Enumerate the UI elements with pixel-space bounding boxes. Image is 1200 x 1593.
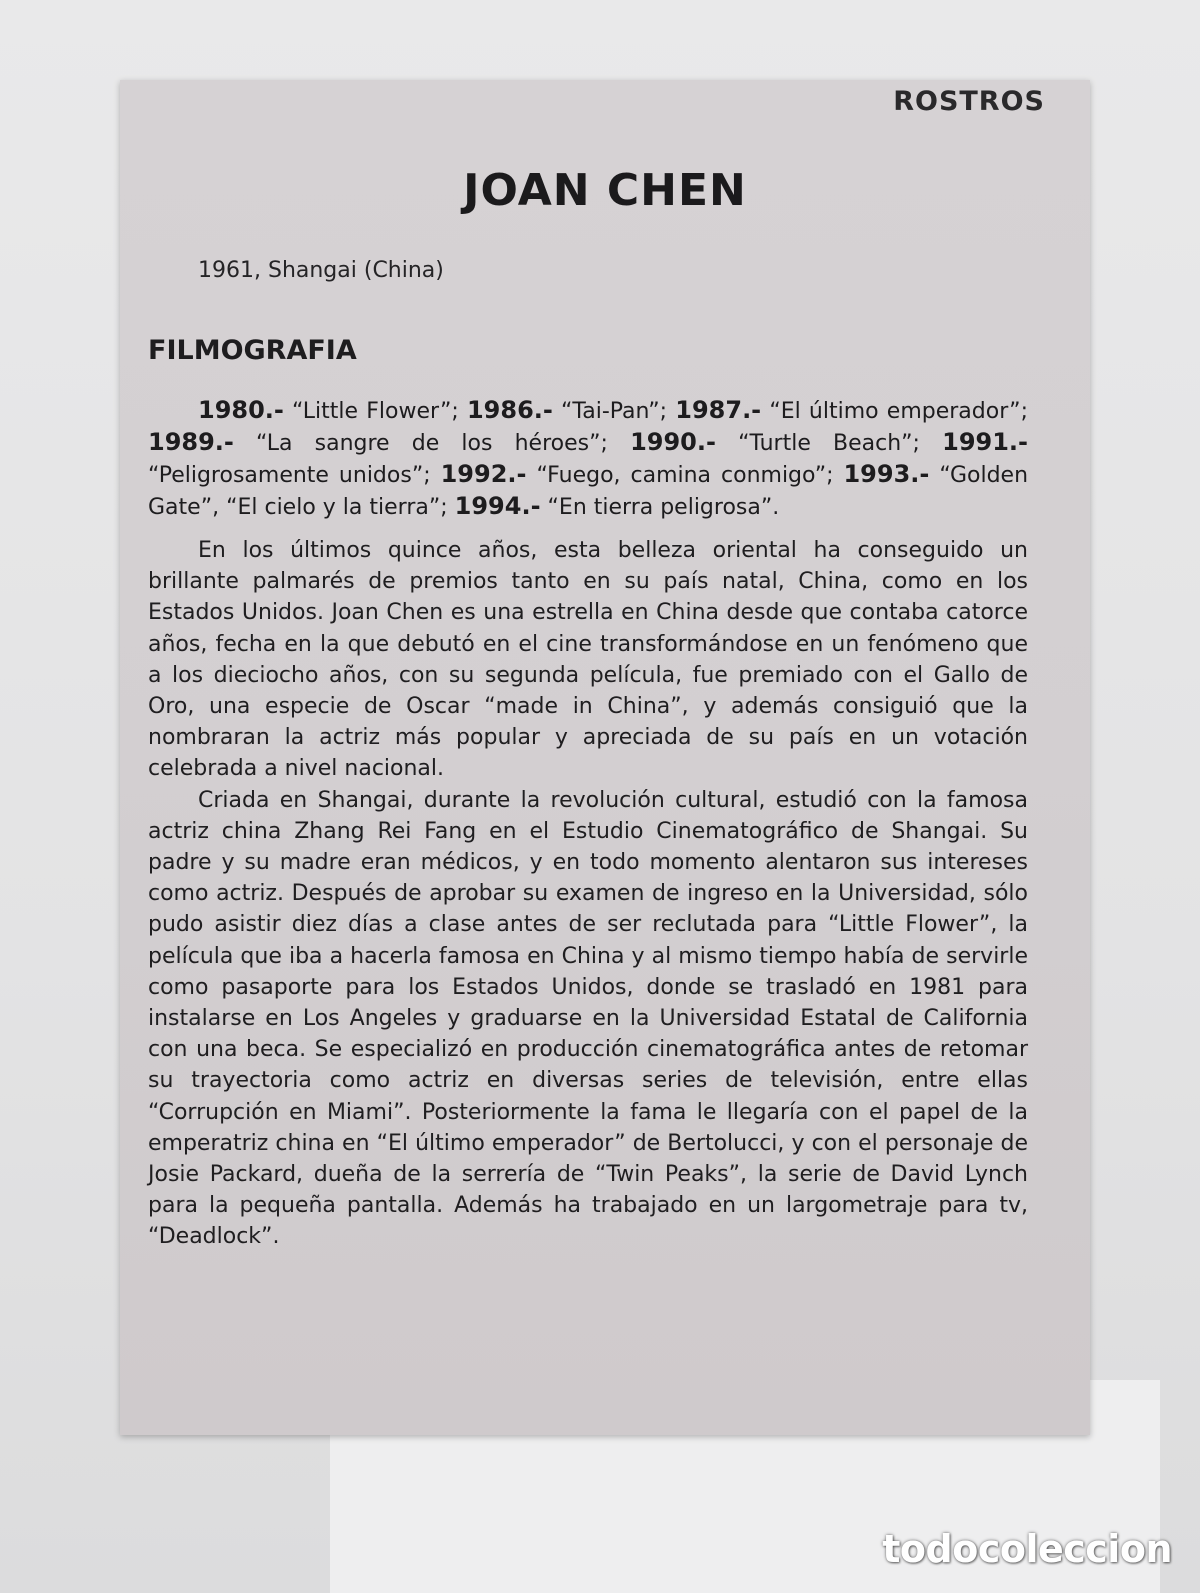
filmography-entry: 1989.- “La sangre de los héroes”;: [148, 428, 631, 456]
birth-info: 1961, Shangai (China): [198, 258, 444, 283]
filmography-entry: 1991.- “Peligrosamente unidos”;: [148, 428, 1028, 488]
filmography-entry: 1987.- “El último emperador”;: [675, 396, 1028, 424]
biography-text: [148, 535, 1028, 1253]
filmography-entry: 1994.- “En tierra peligrosa”.: [454, 492, 780, 520]
filmography-entry: 1980.- “Little Flower”;: [198, 396, 467, 424]
filmography-entry: 1990.- “Turtle Beach”;: [630, 428, 943, 456]
filmography-list: [148, 395, 1028, 523]
filmography-heading: FILMOGRAFIA: [148, 335, 357, 366]
watermark-logo: todocoleccion: [882, 1527, 1172, 1571]
bio-paragraph: Criada en Shangai, durante la revolución cultural, estudió con la famosa actriz china Zhang Rei Fang en el Estudio Cinematográfico de Shangai. Su padre y su madre eran médicos, y en todo momento alentaron sus intereses como actriz. Después de aprobar su examen de ingreso en la Universidad, sólo pudo asistir diez días a clase antes de ser reclutada para “Little Flower”, la película que iba a hacerla famosa en China y al mismo tiempo había de servirle como pasaporte para los Estados Unidos, donde se trasladó en 1981 para instalarse en Los Angeles y graduarse en la Universidad Estatal de California con una beca. Se especializó en producción cinematográfica antes de retomar su trayectoria como actriz en diversas series de televisión, entre ellas “Corrupción en Miami”. Posteriormente la fama le llegaría con el papel de la emperatriz china en “El último emperador” de Bertolucci, y con el personaje de Josie Packard, dueña de la serrería de “Twin Peaks”, la serie de David Lynch para la pequeña pantalla. Además ha trabajado en un largometraje para tv, “Deadlock”.: [148, 787, 1028, 1250]
filmography-entry: 1992.- “Fuego, camina conmigo”;: [440, 460, 844, 488]
actor-name: JOAN CHEN: [463, 165, 747, 216]
bio-paragraph: En los últimos quince años, esta belleza oriental ha conseguido un brillante palmarés de premios tanto en su país natal, China, como en los Estados Unidos. Joan Chen es una estrella en China desde que contaba catorce años, fecha en la que debutó en el cine transformándose en un fenómeno que a los dieciocho años, con su segunda película, fue premiado con el Gallo de Oro, una especie de Oscar “made in China”, y además consiguió que la nombraran la actriz más popular y apreciada de su país en un votación celebrada a nivel nacional.: [148, 538, 1028, 782]
filmography-entry: 1986.- “Tai-Pan”;: [466, 396, 676, 424]
section-tag: ROSTROS: [893, 86, 1045, 117]
filmography-entry: 1993.- “Golden Gate”, “El cielo y la tierra”;: [148, 460, 1029, 520]
biography-card: [120, 80, 1090, 1435]
